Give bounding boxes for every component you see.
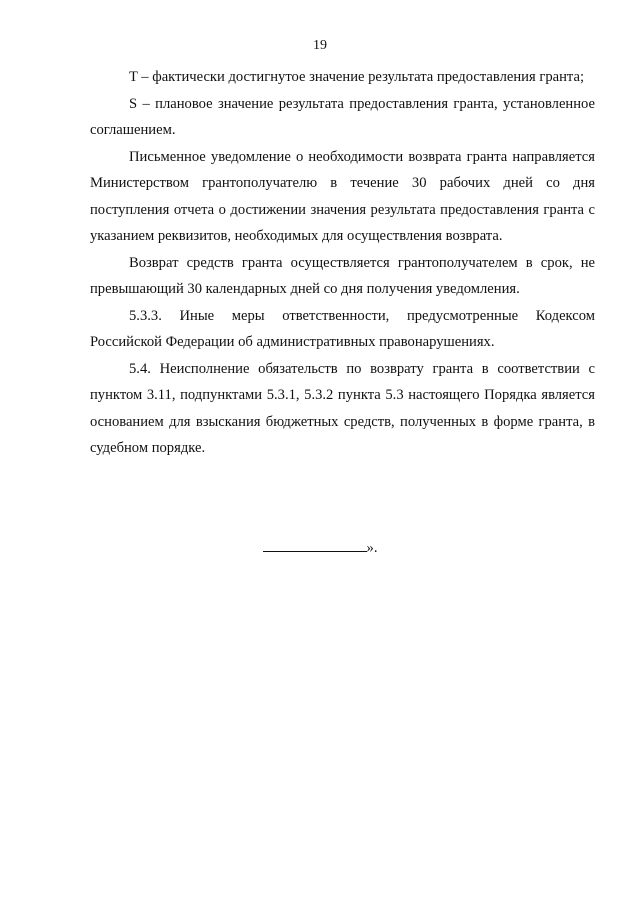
end-underline [263, 538, 367, 552]
paragraph-5-4: 5.4. Неисполнение обязательств по возврату гранта в соответствии с пунктом 3.11, подпунктами 5.3.1, 5.3.2 пункта 5.3 настоящего Порядка является основанием для взыскания бюджетных средств, полученных в форме гранта, в судебном порядке. [90, 360, 595, 456]
paragraph-refund-term: Возврат средств гранта осуществляется грантополучателем в срок, не превышающий 30 календарных дней со дня получения уведомления. [90, 254, 595, 297]
paragraph-5-3-3: 5.3.3. Иные меры ответственности, предусмотренные Кодексом Российской Федерации об административных правонарушениях. [90, 307, 595, 350]
document-body [90, 64, 595, 462]
document-end-line [0, 538, 640, 558]
closing-quote: ». [366, 540, 378, 556]
paragraph-notification: Письменное уведомление о необходимости возврата гранта направляется Министерством грантополучателю в течение 30 рабочих дней со дня поступления отчета о достижении значения результата предоставления гранта с указанием реквизитов, необходимых для осуществления возврата. [90, 148, 595, 244]
paragraph-t-definition: T – фактически достигнутое значение результата предоставления гранта; [129, 69, 584, 85]
page-number: 19 [313, 38, 327, 53]
paragraph-s-definition: S – плановое значение результата предоставления гранта, установленное соглашением. [90, 95, 595, 138]
